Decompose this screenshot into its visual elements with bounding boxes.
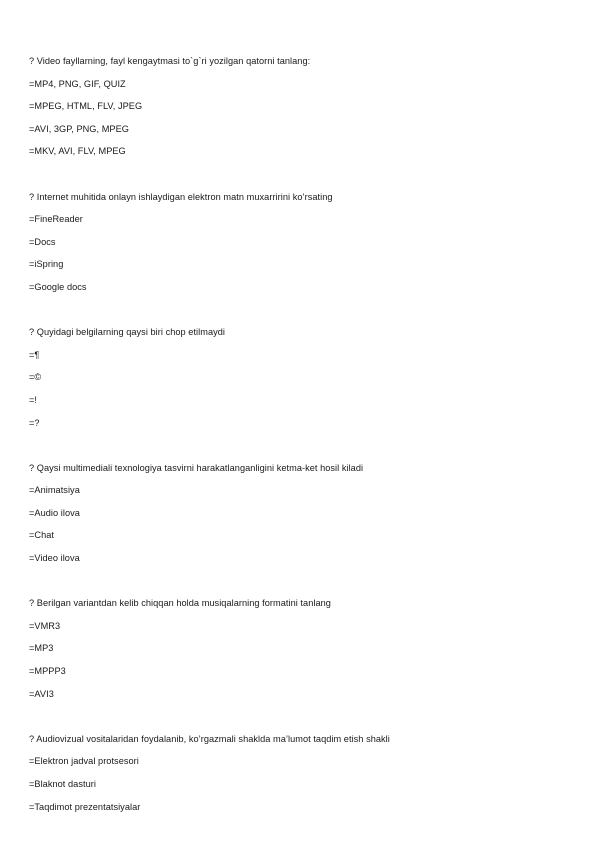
blank-line — [29, 299, 569, 322]
question-block-6 — [29, 728, 569, 818]
answer-option: =Elektron jadval protsesori — [29, 756, 139, 767]
question-block-1 — [29, 50, 569, 186]
answer-option: =MP4, PNG, GIF, QUIZ — [29, 78, 126, 89]
answer-option: =MPPP3 — [29, 666, 66, 677]
answer-option: =VMR3 — [29, 620, 61, 631]
blank-line — [29, 705, 569, 728]
answer-option: =? — [29, 417, 40, 428]
question-list — [29, 50, 569, 818]
question-block-4 — [29, 457, 569, 593]
answer-option: =iSpring — [29, 259, 64, 270]
answer-option: =Audio ilova — [29, 507, 80, 518]
answer-option: =Blaknot dasturi — [29, 779, 96, 789]
answer-option: =MKV, AVI, FLV, MPEG — [29, 146, 126, 157]
answer-option: =FineReader — [29, 214, 83, 225]
question-block-5 — [29, 592, 569, 728]
blank-line — [29, 434, 569, 457]
answer-option: =Chat — [29, 530, 55, 541]
answer-option: =Docs — [29, 236, 56, 247]
question-text: ? Quyidagi belgilarning qaysi biri chop etilmaydi — [29, 327, 226, 338]
answer-option: =MP3 — [29, 643, 54, 654]
question-block-3 — [29, 321, 569, 457]
question-text: ? Qaysi multimediali texnologiya tasvirni harakatlanganligini ketma-ket hosil kiladi — [29, 462, 364, 473]
answer-option: =AVI, 3GP, PNG, MPEG — [29, 123, 129, 134]
blank-line — [29, 163, 569, 186]
question-text: ? Video fayllarning, fayl kengaytmasi to`g`ri yozilgan qatorni tanlang: — [29, 56, 311, 66]
answer-option: =Google docs — [29, 281, 87, 292]
answer-option: =© — [29, 372, 42, 383]
answer-option: =! — [29, 394, 38, 405]
question-block-2 — [29, 186, 569, 322]
answer-option: =MPEG, HTML, FLV, JPEG — [29, 101, 143, 112]
answer-option: =Animatsiya — [29, 485, 80, 496]
answer-option: =Video ilova — [29, 553, 80, 564]
answer-option: =¶ — [29, 349, 40, 360]
question-text: ? Audiovizual vositalaridan foydalanib, ko’rgazmali shaklda ma’lumot taqdim etish shakli — [29, 733, 390, 744]
answer-option: =Taqdimot prezentatsiyalar — [29, 801, 141, 812]
blank-line — [29, 570, 569, 593]
question-text: ? Berilgan variantdan kelib chiqqan holda musiqalarning formatini tanlang — [29, 598, 331, 609]
answer-option: =AVI3 — [29, 688, 54, 699]
question-text: ? Internet muhitida onlayn ishlaydigan elektron matn muxarririni ko’rsating — [29, 191, 333, 202]
